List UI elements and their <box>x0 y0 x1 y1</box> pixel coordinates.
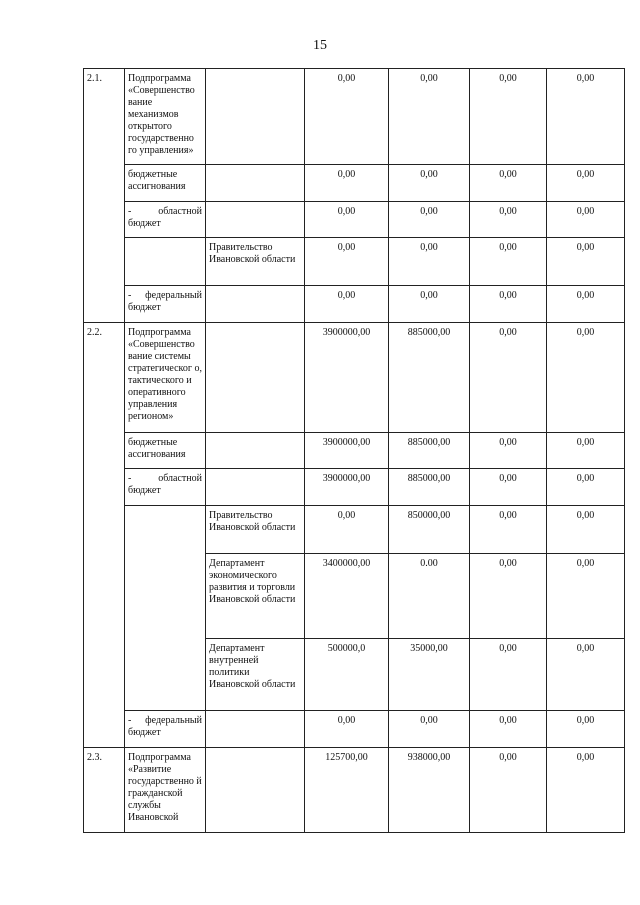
value-cell: 0,00 <box>470 238 547 286</box>
value-cell: 0,00 <box>389 202 470 238</box>
value-cell: 0,00 <box>547 711 625 748</box>
value-cell: 0,00 <box>305 506 389 554</box>
program-name: - областной бюджет <box>125 469 206 506</box>
executor <box>206 711 305 748</box>
value-cell: 0,00 <box>389 711 470 748</box>
value-cell: 0,00 <box>470 202 547 238</box>
value-cell: 0,00 <box>389 238 470 286</box>
value-cell: 850000,00 <box>389 506 470 554</box>
value-cell: 885000,00 <box>389 469 470 506</box>
value-cell: 885000,00 <box>389 323 470 433</box>
value-cell: 0,00 <box>547 202 625 238</box>
value-cell: 0,00 <box>547 238 625 286</box>
program-name: бюджетные ассигнования <box>125 433 206 469</box>
program-name <box>125 238 206 286</box>
value-cell: 500000,0 <box>305 639 389 711</box>
value-cell: 35000,00 <box>389 639 470 711</box>
value-cell: 0,00 <box>389 165 470 202</box>
executor <box>206 165 305 202</box>
value-cell: 0,00 <box>470 165 547 202</box>
program-name: - федеральный бюджет <box>125 286 206 323</box>
program-name <box>125 506 206 711</box>
value-cell: 3900000,00 <box>305 469 389 506</box>
value-cell: 0,00 <box>389 286 470 323</box>
table-row <box>84 433 625 469</box>
table-row <box>84 506 625 554</box>
value-cell: 0,00 <box>305 711 389 748</box>
value-cell: 0,00 <box>547 554 625 639</box>
item-number: 2.2. <box>84 323 125 748</box>
value-cell: 938000,00 <box>389 748 470 833</box>
value-cell: 0,00 <box>470 554 547 639</box>
value-cell: 0,00 <box>547 748 625 833</box>
executor <box>206 433 305 469</box>
value-cell: 0,00 <box>470 506 547 554</box>
value-cell: 0,00 <box>470 469 547 506</box>
program-name: - областной бюджет <box>125 202 206 238</box>
value-cell: 0,00 <box>305 165 389 202</box>
value-cell: 0,00 <box>470 639 547 711</box>
value-cell: 0,00 <box>470 69 547 165</box>
value-cell: 3900000,00 <box>305 433 389 469</box>
value-cell: 0,00 <box>470 323 547 433</box>
value-cell: 0,00 <box>389 69 470 165</box>
executor: Департамент внутренней политики Ивановской области <box>206 639 305 711</box>
executor <box>206 69 305 165</box>
value-cell: 125700,00 <box>305 748 389 833</box>
executor: Правительство Ивановской области <box>206 506 305 554</box>
executor: Департамент экономического развития и торговли Ивановской области <box>206 554 305 639</box>
value-cell: 3900000,00 <box>305 323 389 433</box>
table-row <box>84 165 625 202</box>
value-cell: 0,00 <box>547 69 625 165</box>
table-row <box>84 711 625 748</box>
table-row <box>84 202 625 238</box>
value-cell: 0,00 <box>470 711 547 748</box>
value-cell: 0,00 <box>470 748 547 833</box>
item-number: 2.1. <box>84 69 125 323</box>
executor <box>206 748 305 833</box>
value-cell: 885000,00 <box>389 433 470 469</box>
value-cell: 0.00 <box>389 554 470 639</box>
program-name: бюджетные ассигнования <box>125 165 206 202</box>
executor: Правительство Ивановской области <box>206 238 305 286</box>
program-name: Подпрограмма «Развитие государственно й гражданской службы Ивановской <box>125 748 206 833</box>
table-row <box>84 238 625 286</box>
program-name: - федеральный бюджет <box>125 711 206 748</box>
page-number: 15 <box>313 38 327 53</box>
executor <box>206 202 305 238</box>
value-cell: 0,00 <box>547 469 625 506</box>
value-cell: 0,00 <box>470 433 547 469</box>
value-cell: 0,00 <box>547 506 625 554</box>
table-row <box>84 69 625 165</box>
value-cell: 0,00 <box>547 286 625 323</box>
value-cell: 0,00 <box>470 286 547 323</box>
value-cell: 0,00 <box>547 165 625 202</box>
program-name: Подпрограмма «Совершенство вание механизмов открытого государственно го управления» <box>125 69 206 165</box>
value-cell: 0,00 <box>305 238 389 286</box>
value-cell: 3400000,00 <box>305 554 389 639</box>
table-row <box>84 469 625 506</box>
executor <box>206 469 305 506</box>
table-row <box>84 748 625 833</box>
item-number: 2.3. <box>84 748 125 833</box>
budget-table <box>83 68 625 833</box>
program-name: Подпрограмма «Совершенство вание системы стратегическог о, тактического и оперативного управления регионом» <box>125 323 206 433</box>
table-row <box>84 323 625 433</box>
value-cell: 0,00 <box>547 639 625 711</box>
value-cell: 0,00 <box>547 323 625 433</box>
executor <box>206 323 305 433</box>
executor <box>206 286 305 323</box>
value-cell: 0,00 <box>305 202 389 238</box>
value-cell: 0,00 <box>305 286 389 323</box>
value-cell: 0,00 <box>305 69 389 165</box>
value-cell: 0,00 <box>547 433 625 469</box>
table-row <box>84 286 625 323</box>
